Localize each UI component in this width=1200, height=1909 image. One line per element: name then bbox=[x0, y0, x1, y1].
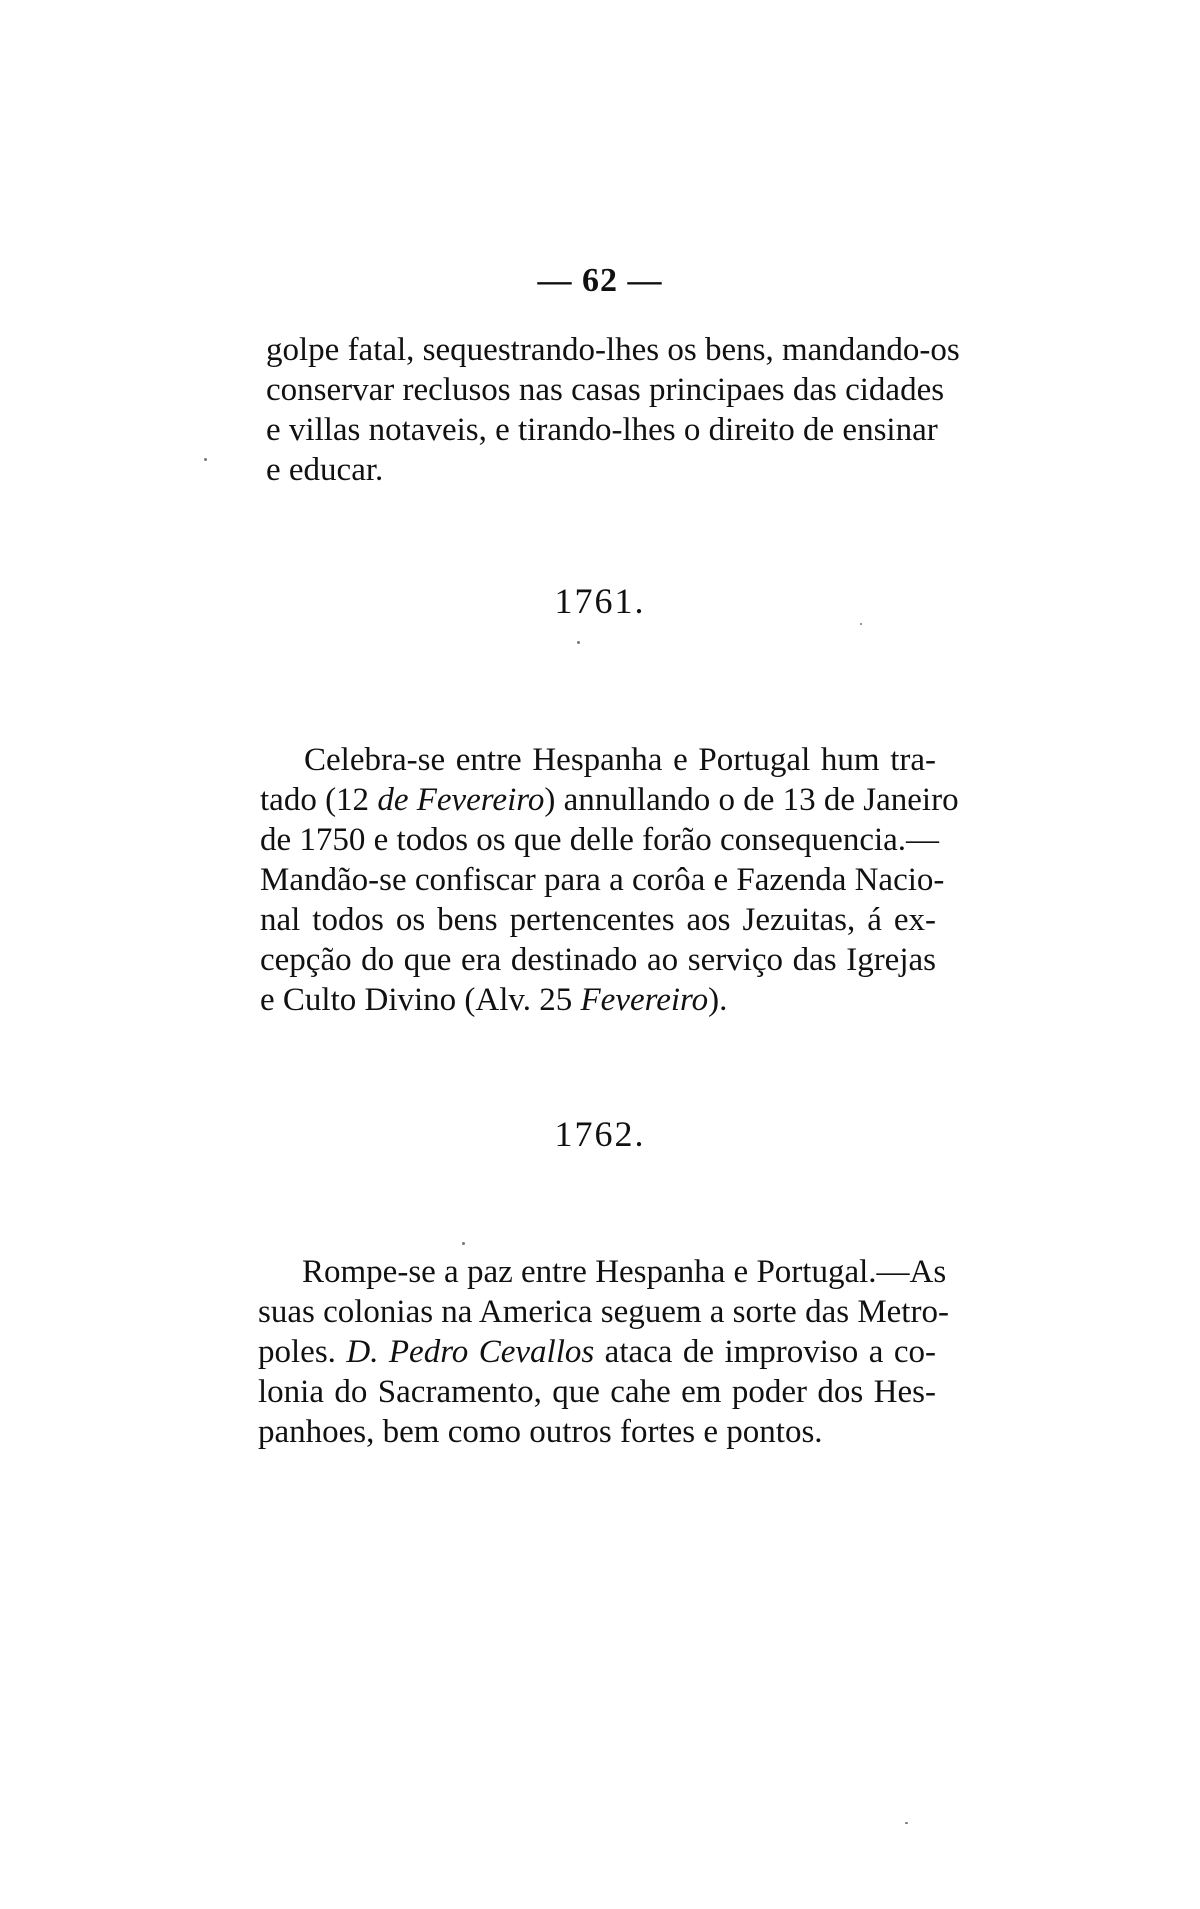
text-line: nal todos os bens pertencentes aos Jezuitas, á ex- bbox=[260, 902, 936, 938]
text-line bbox=[260, 780, 959, 820]
text-line: e villas notaveis, e tirando-lhes o direito de ensinar bbox=[266, 412, 938, 448]
text-line: Rompe-se a paz entre Hespanha e Portugal.—As bbox=[302, 1254, 947, 1290]
paragraph-1761 bbox=[260, 740, 959, 1020]
text-segment: poles. bbox=[258, 1334, 347, 1370]
scan-speck bbox=[860, 623, 862, 625]
italic-name: D. Pedro Cevallos bbox=[346, 1334, 595, 1370]
text-line: golpe fatal, sequestrando-lhes os bens, mandando-os bbox=[266, 332, 960, 368]
text-segment: ) annullando o de 13 de Janeiro bbox=[544, 782, 959, 818]
text-line: Mandão-se confiscar para a corôa e Fazenda Nacio- bbox=[260, 862, 945, 898]
text-line: cepção do que era destinado ao serviço das Igrejas bbox=[260, 942, 936, 978]
text-segment: ). bbox=[708, 982, 728, 1018]
year-heading-1762: 1762. bbox=[554, 1114, 646, 1154]
scan-speck bbox=[462, 1242, 465, 1245]
text-line: suas colonias na America seguem a sorte das Metro- bbox=[258, 1294, 949, 1330]
scan-speck bbox=[905, 1822, 908, 1824]
page-number: — 62 — bbox=[537, 262, 663, 299]
text-line: lonia do Sacramento, que cahe em poder dos Hes- bbox=[258, 1374, 936, 1410]
intro-paragraph bbox=[266, 330, 960, 490]
text-line: panhoes, bem como outros fortes e pontos. bbox=[258, 1414, 823, 1450]
paragraph-1762 bbox=[258, 1252, 949, 1452]
text-segment: e Culto Divino (Alv. 25 bbox=[260, 982, 581, 1018]
text-segment: ataca de improviso a co- bbox=[594, 1334, 936, 1370]
text-line: Celebra-se entre Hespanha e Portugal hum tra- bbox=[304, 742, 936, 778]
text-line bbox=[260, 980, 936, 1020]
text-line: e educar. bbox=[266, 452, 384, 488]
text-line: conservar reclusos nas casas principaes das cidades bbox=[266, 372, 945, 408]
year-heading-1761: 1761. bbox=[554, 581, 646, 621]
italic-date: Fevereiro bbox=[580, 982, 709, 1018]
scan-speck bbox=[204, 458, 207, 461]
text-line: de 1750 e todos os que delle forão consequencia.— bbox=[260, 822, 940, 858]
scan-speck bbox=[577, 641, 580, 644]
italic-date: de Fevereiro bbox=[377, 782, 545, 818]
text-line bbox=[258, 1332, 936, 1372]
text-segment: tado (12 bbox=[260, 782, 378, 818]
